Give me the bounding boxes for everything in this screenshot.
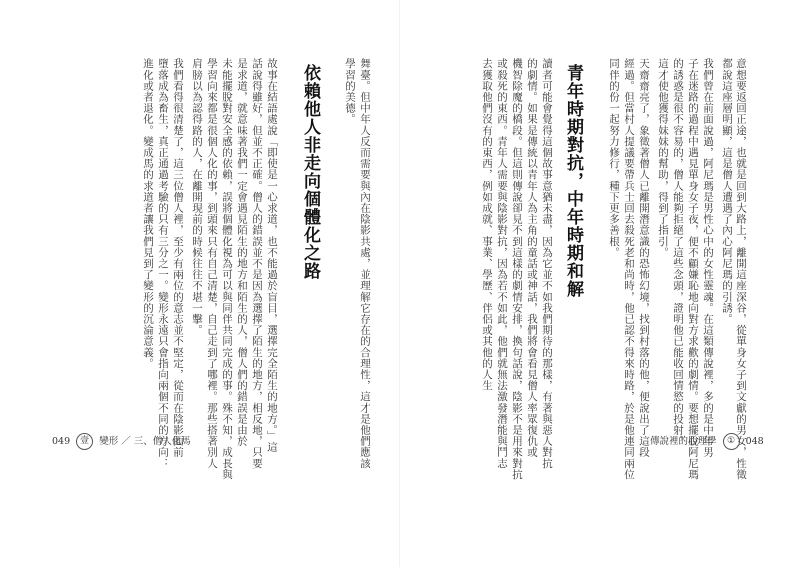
- right-page-footer: [650, 433, 764, 450]
- paragraph: 的劇情。如果是傳統以青年人為主角的童話或神話，我們將會看見僧人率眾復仇或: [526, 58, 538, 458]
- paragraph: 都說這座層明顯，這是僧人遭遇了內心阿尼瑪的引誘。: [721, 58, 733, 325]
- paragraph: 的誘惑是很不容易的，僧人能夠拒絕了這些念頭，證明他已能收回情慾的投射，: [672, 58, 684, 447]
- paragraph: 去獲取他們沒有的東西，例如成就、事業、學歷、伴侶或其他的人生: [481, 58, 493, 391]
- paragraph: 學習向來都是很個人化的事，到頭來只有自己清楚，自己走到了哪裡。那些搭著別人: [206, 58, 218, 469]
- paragraph: 讀者可能會覺得這個故事意猶未盡，因為它並不如我們期待的那樣，有著與惡人對抗: [541, 58, 553, 469]
- paragraph: 肩膀以為認得路的人，在離開現前的時候往往不堪一擊。: [191, 58, 203, 336]
- book-title: 傳說裡的心理學: [650, 436, 717, 447]
- page-number: 049: [52, 436, 71, 447]
- paragraph: 天齋齋亮了，象徵著僧人已離開潛意識的恐怖幻境，找到村落的他，便說出了這段: [638, 58, 650, 458]
- paragraph: 我們曾在前面說過，阿尼瑪是男性心中的女性靈魂。在這類傳說裡，多的是中年男: [702, 58, 714, 458]
- paragraph: 這才使他獲得妹妹的幫助，得到了指引。: [657, 58, 669, 258]
- volume-badge: ①: [723, 433, 740, 450]
- chapter-title: 變形 ／ 三、僧人化馬: [99, 436, 191, 447]
- paragraph: 同伴的份一起努力修行，種下更多善根。: [608, 58, 620, 258]
- section-heading: 依賴他人非走向個體化之路: [300, 64, 320, 280]
- paragraph: 是求道，就意味著我們一定會遇見陌生的地方和陌生的人，僧人們的錯誤是由於: [236, 58, 248, 447]
- page-number: 048: [745, 436, 764, 447]
- left-page-footer: [52, 433, 191, 450]
- paragraph: 經過。但當村人提議要帶兵士回去殺死老和尚時，他已認不得來時路，於是他連同兩位: [623, 58, 635, 480]
- paragraph: 未能擺脫對安全感的依賴，誤將個體化視為可以與同伴共同完成的事。殊不知，成長與: [221, 58, 233, 480]
- paragraph: 意想要返回正途，也就是回到大路上，離開這座深谷，從單身女子到文獻的男女，性徵: [735, 58, 747, 480]
- paragraph: 墮落成為畜生，真正通過考驗的只有三分之一。變形永遠只會指向兩個不同的方向：: [157, 58, 169, 469]
- paragraph: 機智除魔的橋段。但這則傳說卻見不到這樣的劇情安排，換句話說，陰影不是用來對抗: [511, 58, 523, 480]
- paragraph: 舞臺。但中年人反而需要與內在陰影共處，並理解它存在的合理性，這才是他們應該: [359, 58, 371, 469]
- page-gutter: [399, 0, 400, 567]
- paragraph: 話說得雖好，但並不正確。僧人的錯誤並不是因為選擇了陌生的地方，相反地，只要: [251, 58, 263, 469]
- paragraph: 子在迷路的過程中遇見單身女子夜，便不顧嫌恥地向對方求歡的劇情。要想擺脫阿尼瑪: [687, 58, 699, 480]
- part-badge: 壹: [76, 433, 93, 450]
- paragraph: 我們看得很清楚了，這三位僧人裡，至少有兩位的意志並不堅定，從而在陰影面前: [172, 58, 184, 458]
- paragraph: 故事在結語處說「即使是一心求道，也不能過於盲目，選擇完全陌生的地方。」這: [266, 58, 278, 453]
- section-heading: 青年時期對抗，中年時期和解: [563, 64, 583, 298]
- paragraph: 進化或者退化。變成馬的求道者讓我們見到了變形的沉淪意義。: [142, 58, 154, 369]
- paragraph: 學習的美德。: [344, 58, 356, 125]
- paragraph: 或殺死的東西。青年人需要與陰影對抗，因為若不如此，他們就無法激發潛能與鬥志: [496, 58, 508, 469]
